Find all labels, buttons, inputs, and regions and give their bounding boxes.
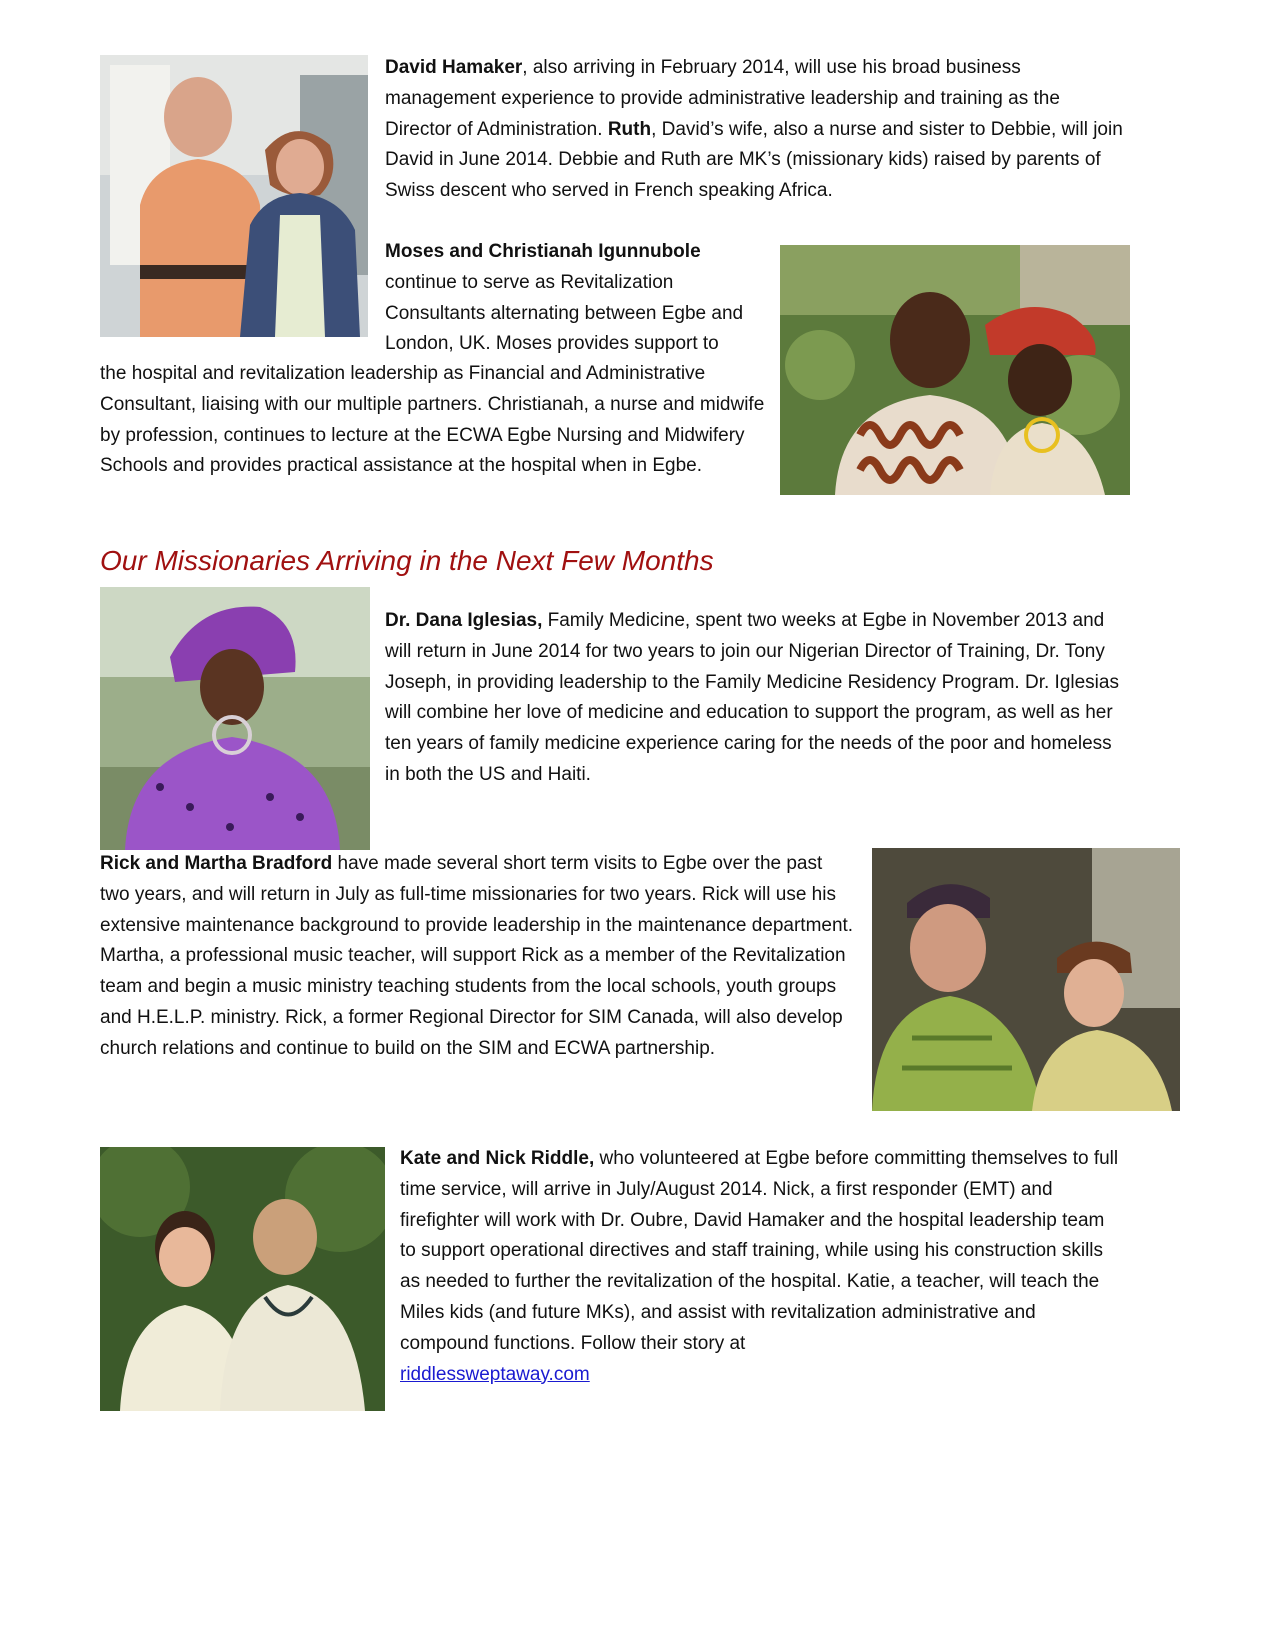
name-kate-and-nick-riddle: Kate and Nick Riddle, bbox=[400, 1148, 595, 1169]
name-david-hamaker: David Hamaker bbox=[385, 57, 523, 78]
name-ruth: Ruth bbox=[607, 118, 652, 140]
paragraph-igunnubole-bottom: the hospital and revitalization leadership as Financial and Administrative Consultant, liaising with our multiple partners. Christianah, a nurse and midwife by profession, continues to lecture at the ECWA Egbe Nursing and Midwifery Schools and provides practical assistance at the hospital when in Egbe. bbox=[100, 363, 765, 477]
photo-dana-iglesias bbox=[100, 587, 370, 850]
photo-kate-and-nick-riddle bbox=[100, 1147, 385, 1411]
photo-rick-and-martha-bradford bbox=[872, 848, 1180, 1111]
name-moses-and-christianah: Moses and Christianah Igunnubole bbox=[385, 241, 701, 262]
paragraph-igunnubole-top: Moses and Christianah Igunnubole continue to serve as Revitalization Consultants alternating between Egbe and London, UK. Moses provides support to bbox=[385, 241, 744, 355]
paragraph-rick-and-martha-bradford: Rick and Martha Bradford have made several short term visits to Egbe over the past two years, and will return in July as full-time missionaries for two years. Rick will use his extensive maintenance background to provide leadership in the maintenance department. Martha, a professional music teacher, will support Rick as a member of the Revitalization team and begin a music ministry teaching students from the local schools, youth groups and H.E.L.P. ministry. Rick, a former Regional Director for SIM Canada, will also develop church relations and continue to build on the SIM and ECWA partnership. bbox=[100, 853, 854, 1059]
paragraph-david-hamaker: David Hamaker, also arriving in February 2014, will use his broad business management experience to provide administrative leadership and training as the Director of Administration. Ruth, David’s wife, also a nurse and sister to Debbie, will join David in June 2014. Debbie and Ruth are MK’s (missionary kids) raised by parents of Swiss descent who served in French speaking Africa. bbox=[385, 57, 1123, 202]
paragraph-kate-and-nick-riddle: Kate and Nick Riddle, who volunteered at Egbe before committing themselves to full time service, will arrive in July/August 2014. Nick, a first responder (EMT) and firefighter will work with Dr. Oubre, David Hamaker and the hospital leadership team to support operational directives and staff training, while using his construction skills as needed to further the revitalization of the hospital. Katie, a teacher, will teach the Miles kids (and future MKs), and assist with revitalization administrative and compound functions. Follow their story at riddlessweptaway.com bbox=[400, 1148, 1119, 1385]
riddlessweptaway-link[interactable]: riddlessweptaway.com bbox=[400, 1363, 590, 1385]
paragraph-dana-iglesias: Dr. Dana Iglesias, Family Medicine, spent two weeks at Egbe in November 2013 and will return in June 2014 for two years to join our Nigerian Director of Training, Dr. Tony Joseph, in providing leadership to the Family Medicine Residency Program. Dr. Iglesias will combine her love of medicine and education to support the program, as well as her ten years of family medicine experience caring for the needs of the poor and homeless in both the US and Haiti. bbox=[385, 610, 1119, 785]
name-dana-iglesias: Dr. Dana Iglesias, bbox=[385, 610, 543, 631]
photo-david-and-ruth-hamaker bbox=[100, 55, 368, 337]
name-rick-and-martha-bradford: Rick and Martha Bradford bbox=[100, 853, 333, 874]
photo-moses-and-christianah-igunnubole bbox=[780, 245, 1130, 495]
section-heading: Our Missionaries Arriving in the Next Few Months bbox=[100, 545, 714, 576]
